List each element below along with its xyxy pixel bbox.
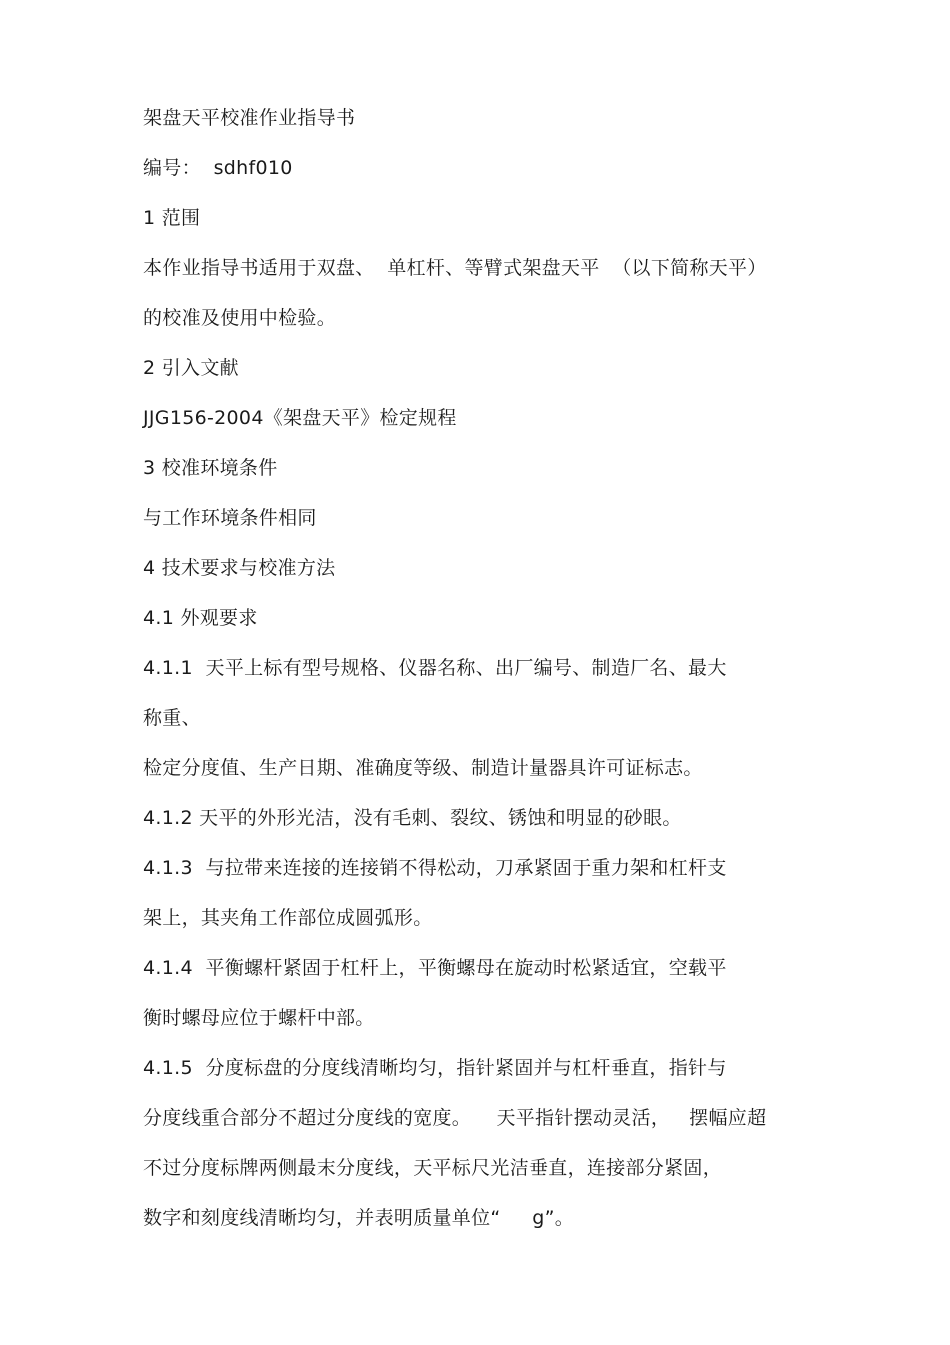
paragraph-line: 4.1.2 天平的外形光洁，没有毛刺、裂纹、锈蚀和明显的砂眼。 [143,807,682,829]
document-title: 架盘天平校准作业指导书 [143,107,356,129]
paragraph-line: 架上，其夹角工作部位成圆弧形。 [143,907,433,929]
section-heading: 4 技术要求与校准方法 [143,557,336,579]
paragraph-line: JJG156-2004《架盘天平》检定规程 [143,407,457,429]
document-number: 编号： sdhf010 [143,157,293,179]
paragraph-line: 4.1.4 平衡螺杆紧固于杠杆上，平衡螺母在旋动时松紧适宜，空载平 [143,957,727,979]
subsection-heading: 4.1 外观要求 [143,607,258,629]
paragraph-line: 4.1.1 天平上标有型号规格、仪器名称、出厂编号、制造厂名、最大 [143,657,727,679]
paragraph-line: 数字和刻度线清晰均匀，并表明质量单位“ g”。 [143,1207,575,1229]
section-heading: 1 范围 [143,207,201,229]
paragraph-line: 与工作环境条件相同 [143,507,317,529]
paragraph-line: 称重、 [143,707,201,729]
paragraph-line: 4.1.5 分度标盘的分度线清晰均匀，指针紧固并与杠杆垂直，指针与 [143,1057,727,1079]
paragraph-line: 4.1.3 与拉带来连接的连接销不得松动，刀承紧固于重力架和杠杆支 [143,857,727,879]
paragraph-line: 检定分度值、生产日期、准确度等级、制造计量器具许可证标志。 [143,757,703,779]
paragraph-line: 衡时螺母应位于螺杆中部。 [143,1007,375,1029]
section-heading: 3 校准环境条件 [143,457,278,479]
paragraph-line: 本作业指导书适用于双盘、 单杠杆、等臂式架盘天平 （以下简称天平） [143,257,767,279]
section-heading: 2 引入文献 [143,357,239,379]
paragraph-line: 的校准及使用中检验。 [143,307,337,329]
paragraph-line: 不过分度标牌两侧最末分度线，天平标尺光洁垂直，连接部分紧固， [143,1157,723,1179]
paragraph-line: 分度线重合部分不超过分度线的宽度。 天平指针摆动灵活， 摆幅应超 [143,1107,767,1129]
